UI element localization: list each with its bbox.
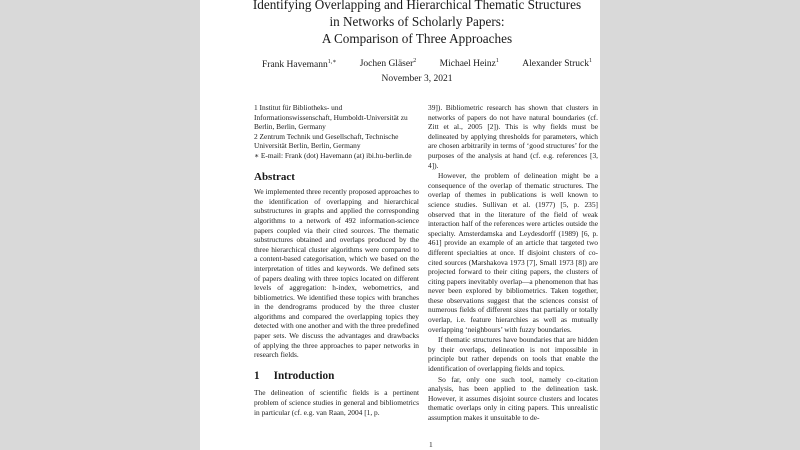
paper-title bbox=[252, 0, 582, 47]
affiliation: 1 Institut für Bibliotheks- und Informationswissenschaft, Humboldt-Universität zu Berlin, Berlin, Germany bbox=[254, 103, 408, 132]
body-paragraph: So far, only one such tool, namely co-citation analysis, has been applied to the delineation task. However, it assumes disjoint source clusters and locates thematic overlaps only in citing papers. This unrealistic assumption makes it unsuitable to de- bbox=[428, 374, 598, 422]
author: Jochen Gläser$^2$ bbox=[359, 58, 417, 70]
left-column bbox=[254, 103, 419, 417]
section-title: Introduction bbox=[273, 369, 335, 382]
paper-date: November 3, 2021 bbox=[381, 74, 453, 84]
section-number: 1 bbox=[254, 369, 260, 382]
author: Michael Heinz$^1$ bbox=[439, 58, 499, 70]
title-line: A Comparison of Three Approaches bbox=[321, 31, 513, 46]
abstract-heading: Abstract bbox=[254, 170, 295, 183]
title-line: Identifying Overlapping and Hierarchical Thematic Structures bbox=[252, 0, 582, 12]
author: Alexander Struck$^1$ bbox=[522, 58, 592, 70]
right-column bbox=[428, 103, 598, 423]
title-line: in Networks of Scholarly Papers: bbox=[329, 14, 505, 29]
body-paragraph: 39]). Bibliometric research has shown that clusters in networks of papers do not have natural boundaries (cf. Zitt et al., 2005 [2]). This is why fields must be delineated by applying thresholds for parameters, which are chosen arbitrarily in terms of ‘good structures’ for the purposes of the analysis at hand (cf. e.g. references [3, 4]). bbox=[428, 103, 598, 170]
affiliation: 2 Zentrum Technik und Gesellschaft, Technische Universität Berlin, Berlin, Germany bbox=[254, 131, 399, 151]
paper-page bbox=[200, 0, 600, 450]
page-number: 1 bbox=[429, 440, 433, 449]
abstract-text: We implemented three recently proposed approaches to the identification of overlapping and hierarchical substructures in graphs and applied the corresponding algorithms to a network of 492 information-science papers coupled via their cited sources. The thematic substructures obtained and overlaps produced by the three hierarchical cluster algorithms were compared to a content-based categorisation, which we based on the interpretation of titles and keywords. We defined sets of papers dealing with three topics located on different levels of aggregation: h-index, webometrics, and bibliometrics. We identified these topics with branches in the dendrograms produced by the three cluster algorithms and compared the overlapping topics they detected with one another and with the three predefined paper sets. We discuss the advantages and drawbacks of applying the three approaches to paper networks in research fields. bbox=[254, 187, 419, 360]
body-paragraph: If thematic structures have boundaries that are hidden by their overlaps, delineation is not impossible in principle but rather depends on tools that enable the identification of overlapping fields and topics. bbox=[428, 335, 598, 374]
author: Frank Havemann$^{1,∗}$ bbox=[262, 59, 337, 71]
intro-text: The delineation of scientific fields is a pertinent problem of science studies in general and bibliometrics in particular (cf. e.g. van Raan, 2004 [1, p. bbox=[254, 388, 419, 417]
author-list bbox=[262, 58, 592, 72]
email-note: ∗ E-mail: Frank (dot) Havemann (at) ibi.hu-berlin.de bbox=[254, 150, 412, 160]
body-paragraph: However, the problem of delineation might be a consequence of the overlap of thematic structures. The overlap of themes in publications is well known to science studies. Sullivan et al. (1977) [5, p. 235] observed that in the literature of the field of weak interaction half of the references were articles outside the specialty. Amsterdamska and Leydesdorff (1989) [6, p. 461] provide an example of an article that targeted two different specialties at once. If disjoint clusters of co-cited sources (Marshakova 1973 [7], Small 1973 [8]) are projected forward to their citing papers, the clusters of citing papers inevitably overlap—a phenomenon that has never been explored by bibliometrics. Taken together, these observations suggest that the sciences consist of numerous fields of different sizes that partially or totally overlap, i.e. feature hierarchies as well as mutually overlapping ‘neighbours’ with fuzzy boundaries. bbox=[428, 171, 598, 334]
section-heading bbox=[254, 369, 419, 382]
